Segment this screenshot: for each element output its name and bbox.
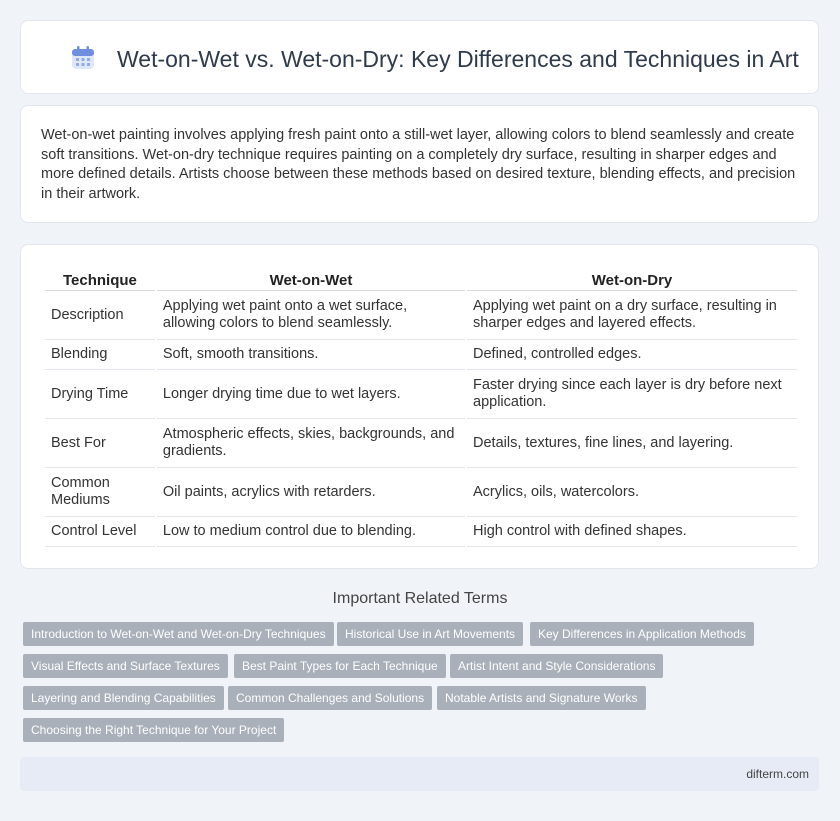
intro-text: Wet-on-wet painting involves applying fresh paint onto a still-wet layer, allowing colors to blend seamlessly and create soft transitions. Wet-on-dry technique requires painting on a completely dry surface, resulting in sharper edges and more defined details. Artists choose between these methods based on desired texture, blending effects, and precision in their artwork. [41, 127, 796, 202]
table-cell: Description [45, 291, 155, 340]
related-terms-title: Important Related Terms [332, 590, 508, 607]
related-term-tag[interactable]: Best Paint Types for Each Technique [234, 654, 446, 678]
table-cell: Defined, controlled edges. [467, 340, 797, 370]
column-header: Wet-on-Dry [467, 267, 797, 291]
table-cell: Best For [45, 419, 155, 468]
table-row [45, 468, 797, 517]
related-term-tag[interactable]: Key Differences in Application Methods [530, 622, 754, 646]
table-cell: Low to medium control due to blending. [157, 517, 465, 547]
table-header-row [45, 267, 797, 291]
table-cell: Acrylics, oils, watercolors. [467, 468, 797, 517]
table-cell: Longer drying time due to wet layers. [157, 370, 465, 419]
related-term-tag[interactable]: Layering and Blending Capabilities [23, 686, 224, 710]
calendar-icon [70, 45, 96, 71]
table-cell: Drying Time [45, 370, 155, 419]
table-cell: Applying wet paint onto a wet surface, allowing colors to blend seamlessly. [157, 291, 465, 340]
related-term-tag[interactable]: Artist Intent and Style Considerations [450, 654, 663, 678]
column-header: Technique [45, 267, 155, 291]
related-term-tag[interactable]: Notable Artists and Signature Works [437, 686, 646, 710]
page-title: Wet-on-Wet vs. Wet-on-Dry: Key Differences and Techniques in Art [117, 46, 799, 72]
related-term-tag[interactable]: Common Challenges and Solutions [228, 686, 432, 710]
table-row [45, 340, 797, 370]
table-cell: Applying wet paint on a dry surface, resulting in sharper edges and layered effects. [467, 291, 797, 340]
related-term-tag[interactable]: Introduction to Wet-on-Wet and Wet-on-Dry Techniques [23, 622, 334, 646]
related-term-tag[interactable]: Historical Use in Art Movements [337, 622, 523, 646]
table-cell: Faster drying since each layer is dry before next application. [467, 370, 797, 419]
table-cell: Control Level [45, 517, 155, 547]
column-header: Wet-on-Wet [157, 267, 465, 291]
table-cell: Blending [45, 340, 155, 370]
footer-site-name: difterm.com [746, 767, 809, 781]
table-cell: Atmospheric effects, skies, backgrounds, and gradients. [157, 419, 465, 468]
related-term-tag[interactable]: Choosing the Right Technique for Your Project [23, 718, 284, 742]
footer [20, 757, 819, 791]
table-cell: Oil paints, acrylics with retarders. [157, 468, 465, 517]
table-row [45, 370, 797, 419]
table-row [45, 517, 797, 547]
table-row [45, 291, 797, 340]
table-cell: Soft, smooth transitions. [157, 340, 465, 370]
table-cell: High control with defined shapes. [467, 517, 797, 547]
comparison-table-card [20, 244, 819, 569]
header-card [20, 20, 819, 94]
intro-card [20, 105, 819, 223]
table-cell: Details, textures, fine lines, and layering. [467, 419, 797, 468]
table-cell: Common Mediums [45, 468, 155, 517]
comparison-table [43, 267, 799, 547]
table-row [45, 419, 797, 468]
related-term-tag[interactable]: Visual Effects and Surface Textures [23, 654, 228, 678]
